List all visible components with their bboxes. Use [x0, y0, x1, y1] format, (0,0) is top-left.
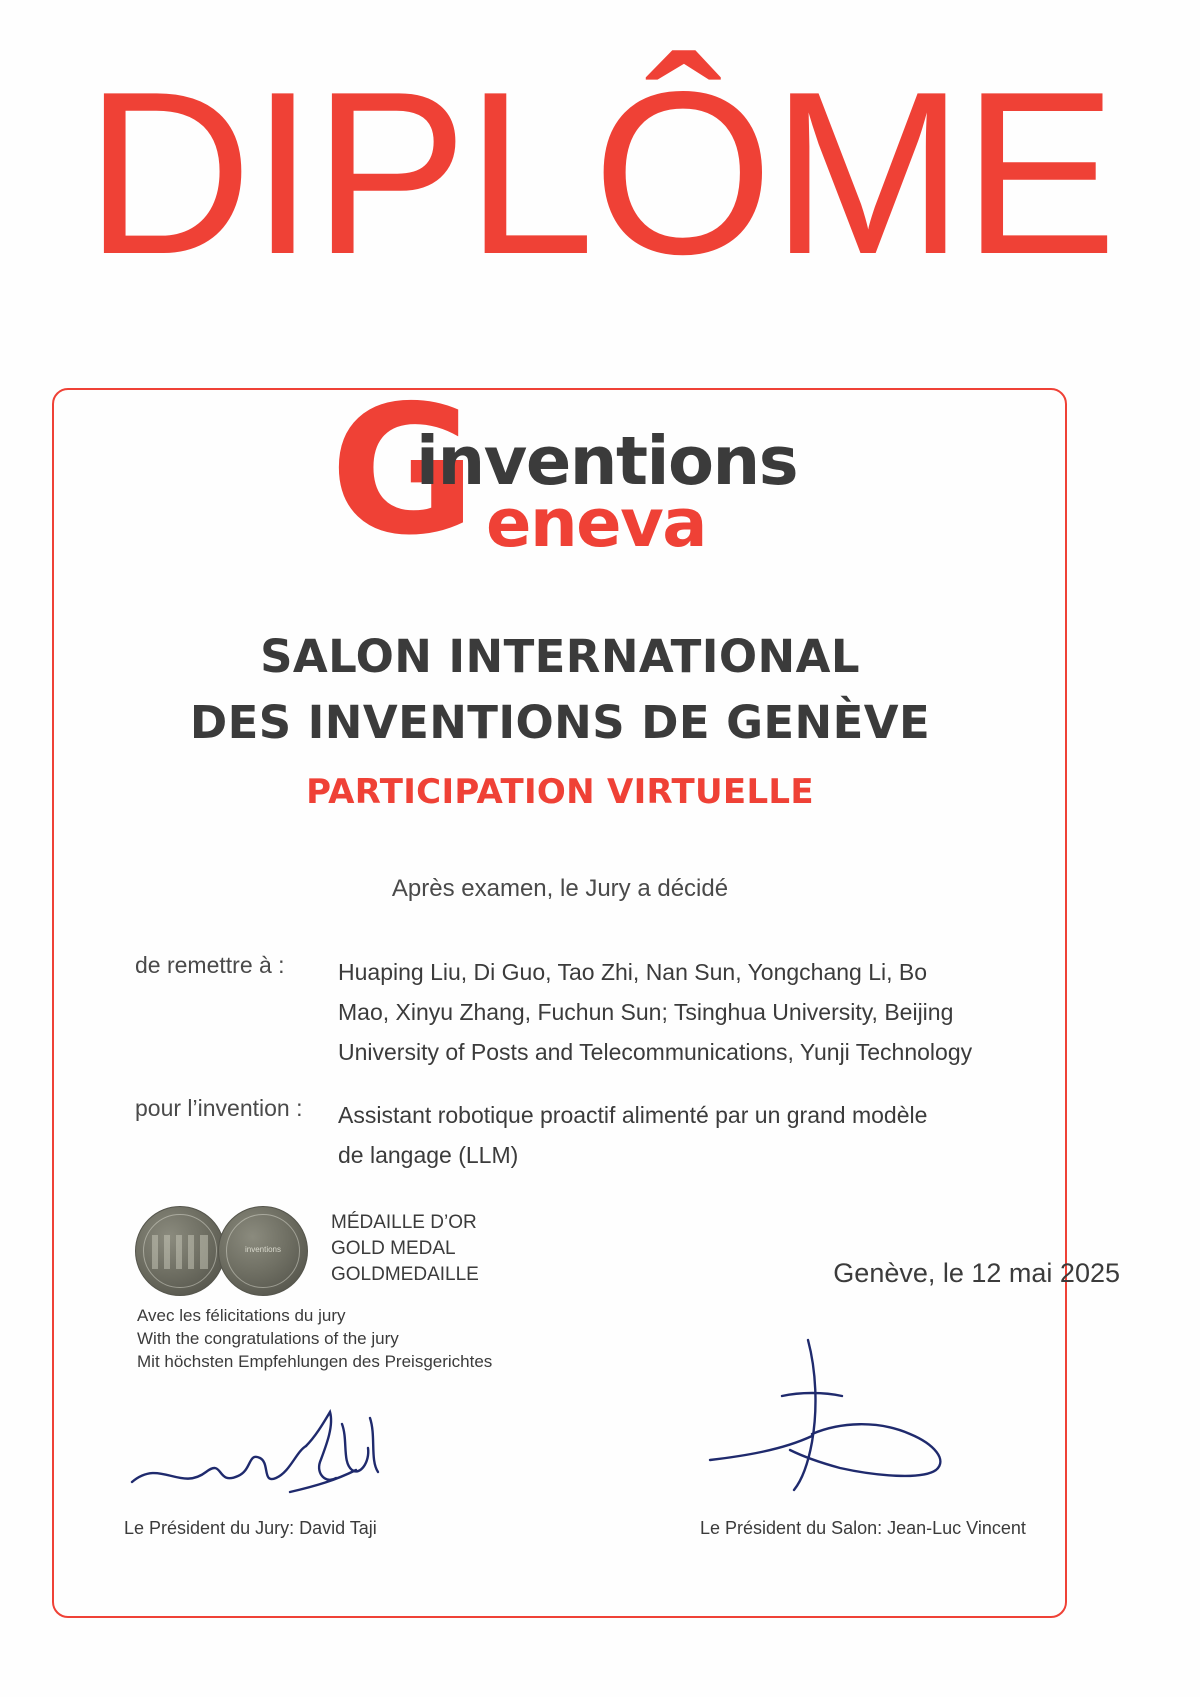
medal-obverse-icon [135, 1206, 225, 1296]
medal-name-de: GOLDMEDAILLE [331, 1264, 479, 1285]
heading-line-2: DES INVENTIONS DE GENÈVE [189, 696, 931, 749]
heading-subtitle: PARTICIPATION VIRTUELLE [306, 772, 814, 812]
page-title: DIPLÔME [84, 44, 1116, 303]
gold-medal-block [135, 1200, 495, 1370]
salon-president-caption: Le Président du Salon: Jean-Luc Vincent [700, 1518, 1026, 1538]
medal-reverse-icon [218, 1206, 308, 1296]
logo-letter-g: G [330, 367, 477, 574]
recipient-label: de remettre à : [135, 952, 285, 978]
medal-name-fr: MÉDAILLE D’OR [331, 1212, 477, 1233]
medal-images [135, 1206, 320, 1294]
issue-date: Genève, le 12 mai 2025 [833, 1258, 1120, 1288]
jury-intro-text: Après examen, le Jury a décidé [391, 875, 729, 902]
inventions-geneva-logo [0, 367, 1120, 578]
jury-president-caption: Le Président du Jury: David Taji [124, 1518, 377, 1538]
jury-congratulations [137, 1304, 492, 1373]
heading-line-1: SALON INTERNATIONAL [260, 630, 860, 683]
medal-award-names [331, 1210, 479, 1288]
congrats-de: Mit höchsten Empfehlungen des Preisgerichtes [137, 1352, 493, 1371]
invention-value: Assistant robotique proactif alimenté par un grand modèle de langage (LLM) [338, 1102, 928, 1168]
medal-badge-caption: inventions [244, 1245, 282, 1254]
congrats-fr: Avec les félicitations du jury [137, 1306, 346, 1325]
recipient-value: Huaping Liu, Di Guo, Tao Zhi, Nan Sun, Yongchang Li, Bo Mao, Xinyu Zhang, Fuchun Sun; Tsinghua University, Beijing University of Posts and Telecommunications, Yunji Technology [338, 959, 973, 1065]
jury-president-signature [120, 1400, 420, 1510]
congrats-en: With the congratulations of the jury [137, 1329, 399, 1348]
invention-label: pour l’invention : [135, 1095, 303, 1121]
salon-president-signature [690, 1330, 1010, 1510]
logo-word-inventions: inventions [416, 422, 798, 500]
medal-name-en: GOLD MEDAL [331, 1238, 456, 1259]
logo-word-eneva: eneva [486, 484, 706, 562]
